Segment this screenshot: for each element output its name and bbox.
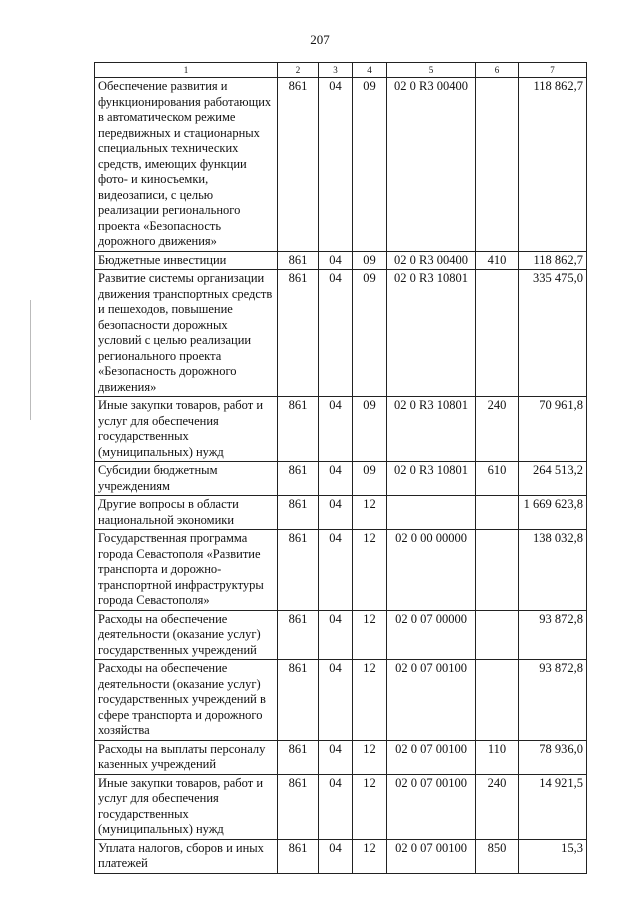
header-col-7: 7 [519,63,587,78]
row-code-section: 04 [319,774,353,839]
row-code-subsection: 09 [353,270,387,397]
row-code-target: 02 0 R3 10801 [387,270,476,397]
row-code-ministry: 861 [278,78,319,252]
row-code-ministry: 861 [278,270,319,397]
row-code-expense-type [476,530,519,611]
scan-margin-mark [30,300,31,420]
row-name: Государственная программа города Севастополя «Развитие транспорта и дорожно-транспортной инфраструктуры города Севастополя» [95,530,278,611]
row-code-target [387,496,476,530]
row-code-target: 02 0 R3 00400 [387,78,476,252]
header-col-4: 4 [353,63,387,78]
table-row [95,530,587,611]
row-code-subsection: 09 [353,397,387,462]
row-name: Развитие системы организации движения транспортных средств и пешеходов, повышение безопасности дорожных условий с целью реализации регионального проекта «Безопасность дорожного движения» [95,270,278,397]
row-amount: 335 475,0 [519,270,587,397]
row-code-section: 04 [319,462,353,496]
row-code-ministry: 861 [278,740,319,774]
row-code-expense-type: 610 [476,462,519,496]
row-code-target: 02 0 07 00100 [387,740,476,774]
row-code-target: 02 0 R3 10801 [387,397,476,462]
row-code-subsection: 09 [353,251,387,270]
row-code-section: 04 [319,270,353,397]
row-code-ministry: 861 [278,774,319,839]
row-name: Обеспечение развития и функционирования работающих в автоматическом режиме передвижных и стационарных специальных технических средств, имеющих функции фото- и киносъемки, видеозаписи, с целью реализации регионального проекта «Безопасность дорожного движения» [95,78,278,252]
header-col-6: 6 [476,63,519,78]
row-amount: 93 872,8 [519,660,587,741]
row-code-section: 04 [319,530,353,611]
row-code-subsection: 12 [353,740,387,774]
row-name: Иные закупки товаров, работ и услуг для обеспечения государственных (муниципальных) нужд [95,774,278,839]
row-name: Расходы на обеспечение деятельности (оказание услуг) государственных учреждений [95,610,278,660]
row-amount: 14 921,5 [519,774,587,839]
row-code-section: 04 [319,839,353,873]
row-amount: 93 872,8 [519,610,587,660]
row-code-subsection: 09 [353,78,387,252]
row-code-ministry: 861 [278,610,319,660]
table-row [95,397,587,462]
row-code-ministry: 861 [278,660,319,741]
row-code-target: 02 0 07 00100 [387,774,476,839]
row-code-section: 04 [319,740,353,774]
table-row [95,496,587,530]
row-code-section: 04 [319,660,353,741]
table-row [95,462,587,496]
table-row [95,740,587,774]
table-body [95,78,587,874]
table-row [95,251,587,270]
row-amount: 1 669 623,8 [519,496,587,530]
row-name: Субсидии бюджетным учреждениям [95,462,278,496]
row-code-ministry: 861 [278,462,319,496]
row-code-ministry: 861 [278,397,319,462]
row-code-expense-type [476,660,519,741]
row-code-target: 02 0 00 00000 [387,530,476,611]
row-code-expense-type: 240 [476,397,519,462]
row-name: Расходы на обеспечение деятельности (оказание услуг) государственных учреждений в сфере транспорта и дорожного хозяйства [95,660,278,741]
row-code-ministry: 861 [278,839,319,873]
table-row [95,774,587,839]
row-code-expense-type: 410 [476,251,519,270]
row-code-expense-type [476,78,519,252]
row-code-target: 02 0 07 00100 [387,839,476,873]
row-amount: 118 862,7 [519,78,587,252]
table-row [95,78,587,252]
header-col-3: 3 [319,63,353,78]
row-code-section: 04 [319,496,353,530]
row-name: Бюджетные инвестиции [95,251,278,270]
table-row [95,660,587,741]
row-code-target: 02 0 07 00100 [387,660,476,741]
row-code-expense-type: 240 [476,774,519,839]
header-col-2: 2 [278,63,319,78]
row-amount: 264 513,2 [519,462,587,496]
row-name: Другие вопросы в области национальной экономики [95,496,278,530]
table-row [95,610,587,660]
row-code-target: 02 0 R3 10801 [387,462,476,496]
row-code-ministry: 861 [278,251,319,270]
row-code-expense-type: 850 [476,839,519,873]
row-code-expense-type [476,270,519,397]
row-code-section: 04 [319,251,353,270]
row-code-section: 04 [319,397,353,462]
row-name: Уплата налогов, сборов и иных платежей [95,839,278,873]
row-code-target: 02 0 07 00000 [387,610,476,660]
row-code-ministry: 861 [278,530,319,611]
row-code-subsection: 12 [353,774,387,839]
row-code-target: 02 0 R3 00400 [387,251,476,270]
row-code-expense-type: 110 [476,740,519,774]
row-amount: 138 032,8 [519,530,587,611]
row-code-subsection: 09 [353,462,387,496]
row-name: Расходы на выплаты персоналу казенных учреждений [95,740,278,774]
row-code-section: 04 [319,78,353,252]
row-amount: 118 862,7 [519,251,587,270]
row-amount: 15,3 [519,839,587,873]
table-row [95,839,587,873]
row-code-subsection: 12 [353,610,387,660]
row-code-subsection: 12 [353,496,387,530]
row-code-subsection: 12 [353,660,387,741]
row-code-subsection: 12 [353,530,387,611]
row-amount: 70 961,8 [519,397,587,462]
header-col-5: 5 [387,63,476,78]
row-amount: 78 936,0 [519,740,587,774]
header-col-1: 1 [95,63,278,78]
row-name: Иные закупки товаров, работ и услуг для обеспечения государственных (муниципальных) нужд [95,397,278,462]
page-number: 207 [310,32,330,47]
row-code-expense-type [476,610,519,660]
table-header [95,63,587,78]
header-row [95,63,587,78]
table-row [95,270,587,397]
row-code-ministry: 861 [278,496,319,530]
budget-table [94,62,587,874]
row-code-section: 04 [319,610,353,660]
row-code-subsection: 12 [353,839,387,873]
row-code-expense-type [476,496,519,530]
